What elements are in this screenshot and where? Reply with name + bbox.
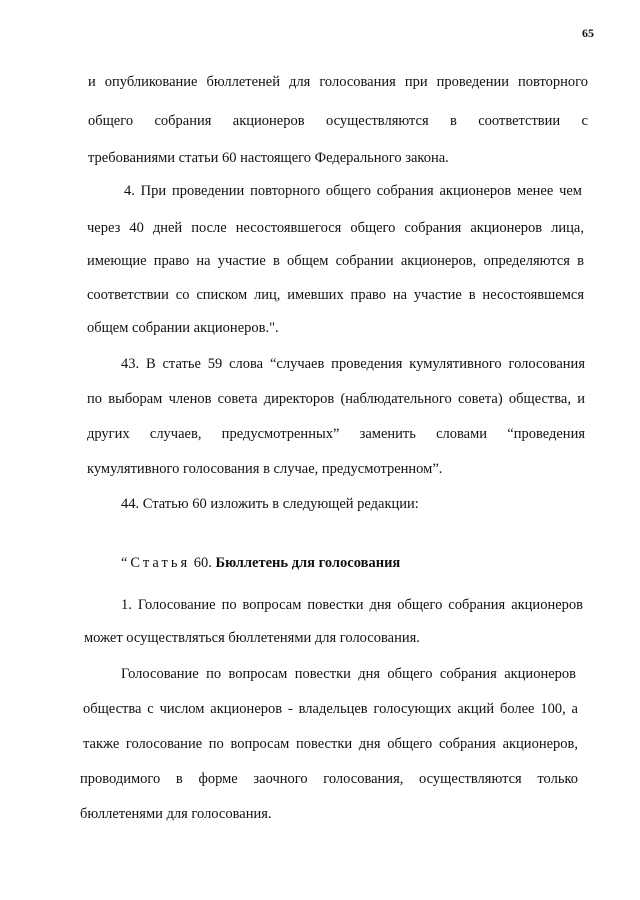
text-line: общества с числом акционеров - владельцев голосующих акций более 100, а xyxy=(83,701,578,717)
text-line: бюллетенями для голосования. xyxy=(80,806,272,822)
article-title: Бюллетень для голосования xyxy=(215,555,401,571)
article-number: 60. xyxy=(193,555,212,571)
text-line: 44. Статью 60 изложить в следующей редакции: xyxy=(121,496,419,512)
text-line: требованиями статьи 60 настоящего Федерального закона. xyxy=(88,150,449,166)
text-line: 4. При проведении повторного общего собрания акционеров менее чем xyxy=(124,183,582,199)
text-line: по выборам членов совета директоров (наблюдательного совета) общества, и xyxy=(87,391,585,407)
page-number: 65 xyxy=(582,26,594,40)
text-line: других случаев, предусмотренных” заменить словами “проведения xyxy=(87,426,585,442)
text-line: также голосование по вопросам повестки дня общего собрания акционеров, xyxy=(83,736,578,752)
text-line: Голосование по вопросам повестки дня общего собрания акционеров xyxy=(121,666,576,682)
text-line: 1. Голосование по вопросам повестки дня общего собрания акционеров xyxy=(121,597,583,613)
text-line: соответствии со списком лиц, имевших право на участие в несостоявшемся xyxy=(87,287,584,303)
article-prefix: “Статья xyxy=(121,555,191,571)
text-line: и опубликование бюллетеней для голосования при проведении повторного xyxy=(88,74,588,90)
text-line: может осуществляться бюллетенями для голосования. xyxy=(84,630,420,646)
text-line: через 40 дней после несостоявшегося общего собрания акционеров лица, xyxy=(87,220,584,236)
text-line: общего собрания акционеров осуществляются в соответствии с xyxy=(88,113,588,129)
text-line: кумулятивного голосования в случае, предусмотренном”. xyxy=(87,461,443,477)
text-line: общем собрании акционеров.". xyxy=(87,320,279,336)
text-line: проводимого в форме заочного голосования, осуществляются только xyxy=(80,771,578,787)
text-line: 43. В статье 59 слова “случаев проведения кумулятивного голосования xyxy=(121,356,585,372)
text-line: имеющие право на участие в общем собрании акционеров, определяются в xyxy=(87,253,584,269)
article-heading xyxy=(121,554,400,572)
